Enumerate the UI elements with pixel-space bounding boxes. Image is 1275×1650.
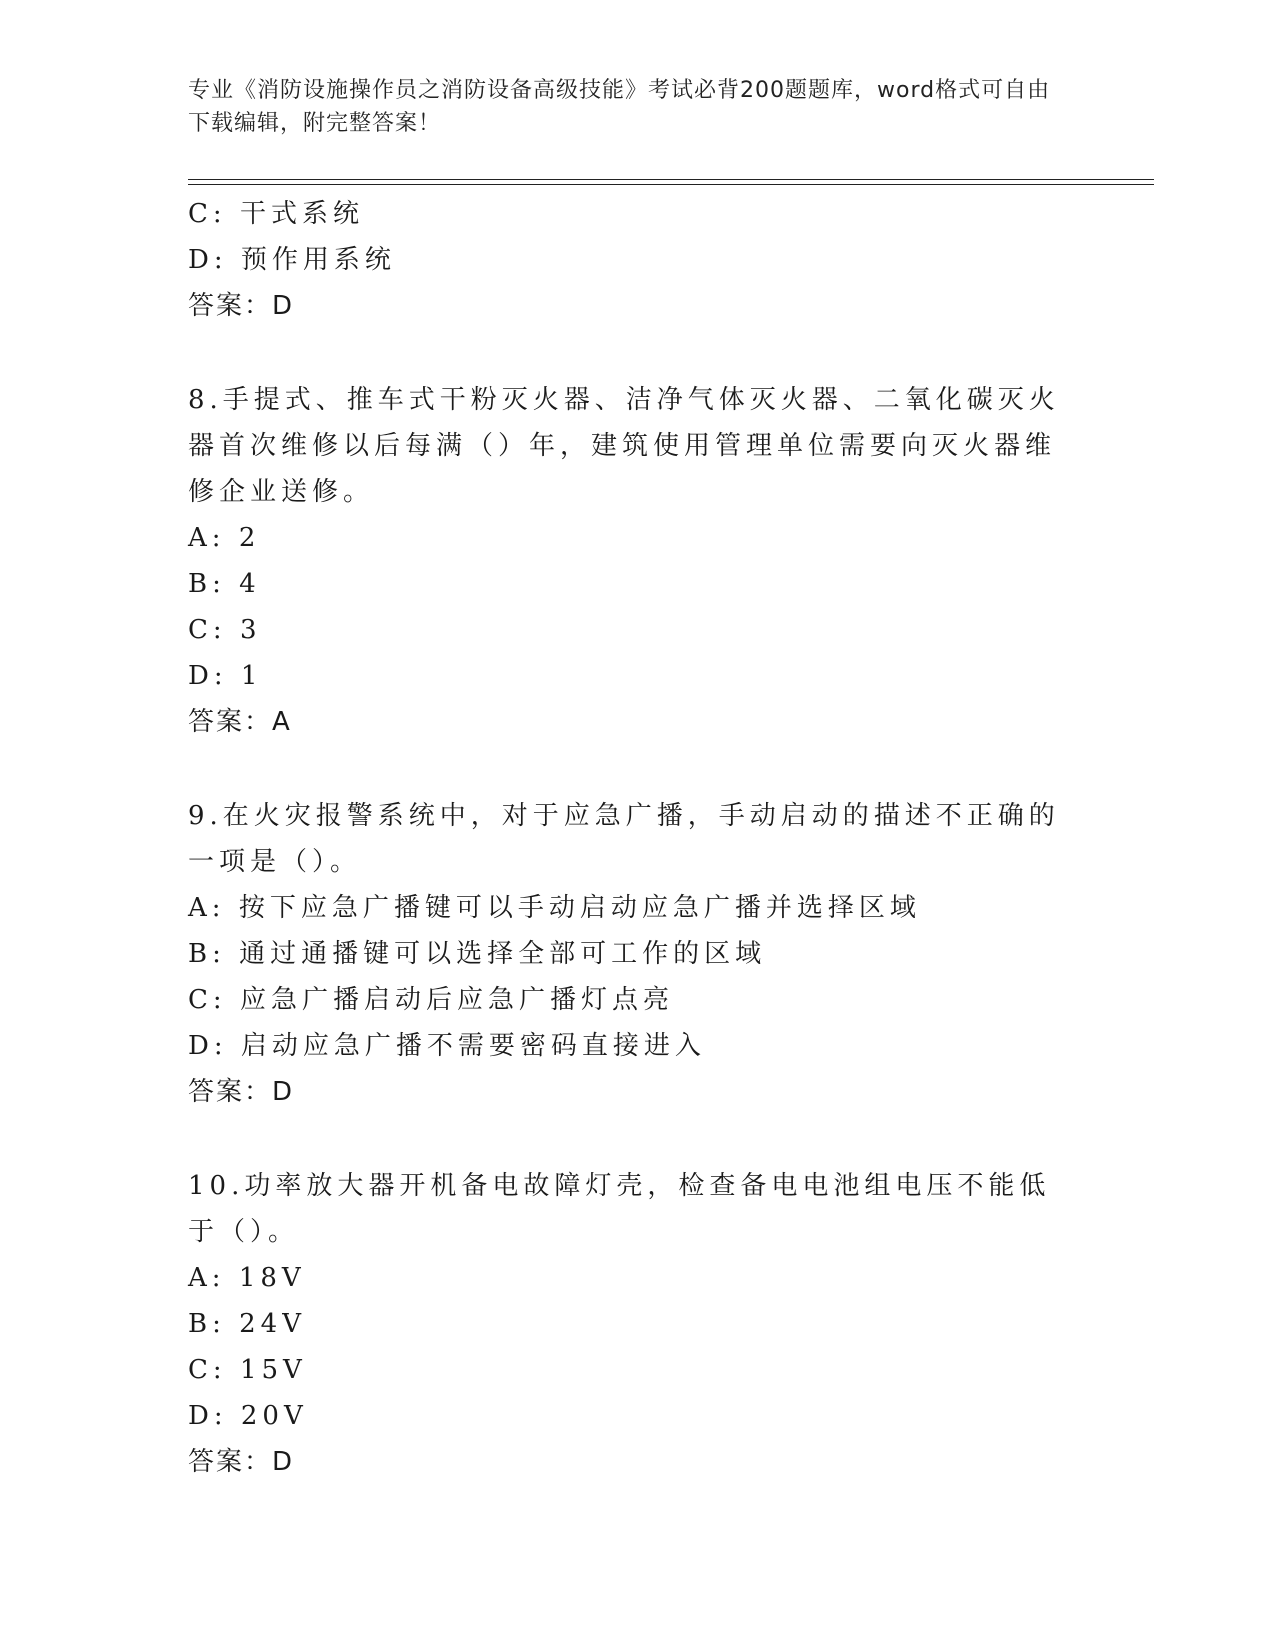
option-text: 1 xyxy=(240,661,263,691)
option-text: 应急广播启动后应急广播灯点亮 xyxy=(239,985,674,1015)
option-text: 18V xyxy=(238,1263,306,1293)
option-label: A xyxy=(188,893,212,923)
option-label: D xyxy=(188,245,214,275)
option-label: D xyxy=(188,661,214,691)
answer-line xyxy=(188,699,1068,745)
option-d: D: 启动应急广播不需要密码直接进入 xyxy=(188,1031,706,1061)
option-b: B: 4 xyxy=(188,569,261,599)
answer-label: 答案： xyxy=(188,1077,273,1107)
option-c: C: 15V xyxy=(188,1355,307,1385)
option-label: C xyxy=(188,199,213,229)
option-d: D: 20V xyxy=(188,1401,308,1431)
answer-label: 答案： xyxy=(188,291,273,321)
answer-line xyxy=(188,1439,1068,1485)
answer-value: D xyxy=(272,291,295,321)
option-label: B xyxy=(188,569,213,599)
option-c: C: 应急广播启动后应急广播灯点亮 xyxy=(188,985,674,1015)
header-rule-top xyxy=(188,179,1154,180)
option-text: 3 xyxy=(239,615,262,645)
option-label: D xyxy=(188,1401,214,1431)
answer-line xyxy=(188,1069,1068,1115)
option-a: A: 按下应急广播键可以手动启动应急广播并选择区域 xyxy=(188,893,921,923)
header-rule-bottom xyxy=(188,184,1154,185)
option-text: 2 xyxy=(238,523,261,553)
option-text: 20V xyxy=(240,1401,308,1431)
answer-value: D xyxy=(272,1447,295,1477)
option-label: C xyxy=(188,985,213,1015)
option-text: 按下应急广播键可以手动启动应急广播并选择区域 xyxy=(238,893,921,923)
option-c: C: 干式系统 xyxy=(188,199,364,229)
option-text: 启动应急广播不需要密码直接进入 xyxy=(240,1031,706,1061)
option-label: A xyxy=(188,523,212,553)
option-label: A xyxy=(188,1263,212,1293)
option-d: D: 1 xyxy=(188,661,263,691)
option-text: 24V xyxy=(239,1309,307,1339)
document-header: 专业《消防设施操作员之消防设备高级技能》考试必背200题题库，word格式可自由下载编辑，附完整答案！ xyxy=(188,78,1051,136)
option-text: 预作用系统 xyxy=(240,245,396,275)
question-stem: 8.手提式、推车式干粉灭火器、洁净气体灭火器、二氧化碳灭火器首次维修以后每满（）年，建筑使用管理单位需要向灭火器维修企业送修。 xyxy=(188,385,1060,507)
answer-value: D xyxy=(272,1077,295,1107)
option-a: A: 2 xyxy=(188,523,261,553)
answer-value: A xyxy=(272,707,292,737)
option-label: D xyxy=(188,1031,214,1061)
option-label: B xyxy=(188,1309,213,1339)
option-text: 4 xyxy=(239,569,261,599)
option-text: 15V xyxy=(239,1355,307,1385)
option-a: A: 18V xyxy=(188,1263,306,1293)
answer-label: 答案： xyxy=(188,1447,273,1477)
question-content xyxy=(188,191,1068,1485)
option-b: B: 通过通播键可以选择全部可工作的区域 xyxy=(188,939,767,969)
option-b: B: 24V xyxy=(188,1309,307,1339)
question-stem: 9.在火灾报警系统中，对于应急广播，手动启动的描述不正确的一项是（）。 xyxy=(188,801,1060,877)
option-text: 通过通播键可以选择全部可工作的区域 xyxy=(239,939,767,969)
option-label: B xyxy=(188,939,213,969)
option-label: C xyxy=(188,1355,213,1385)
option-c: C: 3 xyxy=(188,615,262,645)
option-text: 干式系统 xyxy=(239,199,364,229)
answer-label: 答案： xyxy=(188,707,273,737)
answer-line xyxy=(188,283,1068,329)
option-d: D: 预作用系统 xyxy=(188,245,396,275)
option-label: C xyxy=(188,615,213,645)
question-stem: 10.功率放大器开机备电故障灯壳，检查备电电池组电压不能低于（）。 xyxy=(188,1171,1051,1247)
